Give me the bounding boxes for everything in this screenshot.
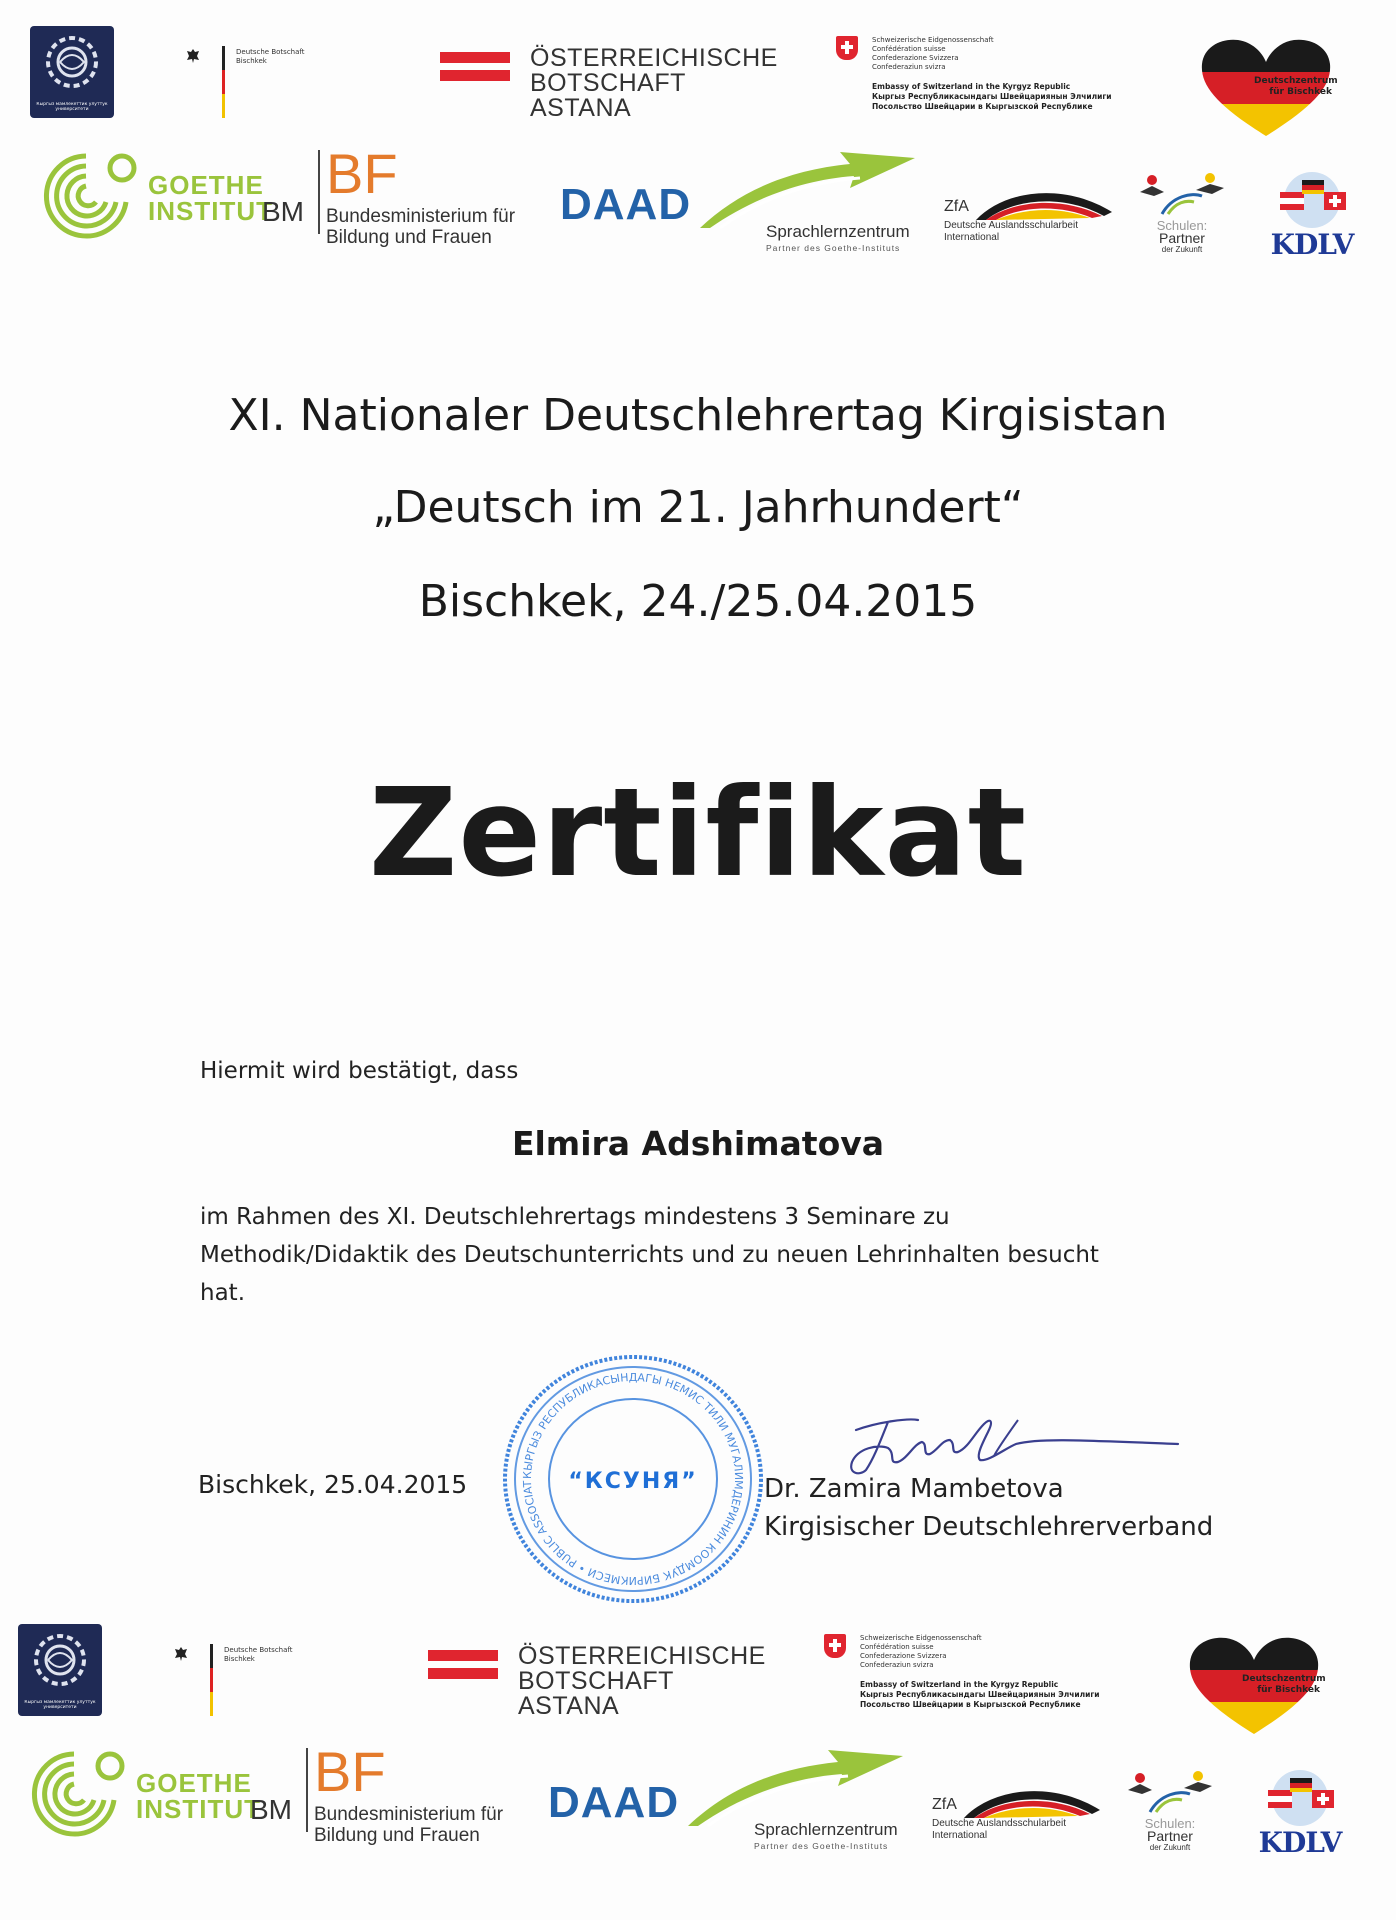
pasch-text: Schulen: Partner der Zukunft [1156, 218, 1208, 254]
deutschzentrum-text-bottom: Deutschzentrum für Bischkek [1242, 1674, 1326, 1695]
kdlv-logo-bottom [1250, 1764, 1350, 1860]
bmbf-bm: BM [262, 196, 304, 227]
eagle-icon [174, 1646, 188, 1662]
deutschzentrum-text: Deutschzentrum für Bischkek [1254, 76, 1338, 97]
recipient-name: Elmira Adshimatova [511, 1124, 885, 1163]
pasch-logo [1132, 166, 1232, 254]
goethe-logo [30, 146, 140, 246]
university-caption: Кыргыз мамлекеттик улуттук университети [36, 102, 108, 112]
body-line-2: Methodik/Didaktik des Deutschunterrichts und zu neuen Lehrinhalten besucht [200, 1242, 1099, 1268]
austria-line-2: BOTSCHAFT [530, 69, 686, 97]
goethe-line-1: GOETHE [148, 170, 264, 200]
sprachlernzentrum-name: Sprachlernzentrum [766, 222, 910, 241]
swoosh-icon [700, 150, 920, 230]
german-embassy-text-bottom: Deutsche Botschaft Bischkek [224, 1646, 293, 1663]
body-line-1: im Rahmen des XI. Deutschlehrertags mindestens 3 Seminare zu [200, 1204, 950, 1230]
swiss-bold-line-2: Кыргыз Республикасындагы Швейцариянын Элчилиги [872, 92, 1112, 101]
bottom-logo-strip [0, 1598, 1384, 1858]
austrian-embassy-text-bottom: ÖSTERREICHISCHE BOTSCHAFT ASTANA [518, 1642, 766, 1720]
swiss-line-4: Confederaziun svizra [872, 63, 946, 71]
zfa-text-bottom: Deutsche Auslandsschularbeit International [932, 1818, 1066, 1841]
stamp-ring-text: КЫРГЫЗ РЕСПУБЛИКАСЫНДАГЫ НЕМИС ТИЛИ МУГАЛИМДЕРИНИН КООМДУК БИРИКМЕСИ • PUBLIC ASSOCIAT [520, 1370, 746, 1588]
swiss-embassy-text-bottom: Schweizerische Eidgenossenschaft Confédération suisse Confederazione Svizzera Confederaziun svizra Embassy of Switzerland in the Kyrgyz Republic Кыргыз Республикасындагы Швейцариянын Элчилиги Посольство Швейцарии в Кыргызской Республике [860, 1634, 1100, 1709]
sprachlernzentrum-sub: Partner des Goethe-Instituts [766, 243, 901, 253]
bmbf-divider [318, 150, 320, 234]
bmbf-bf-bottom: BF [314, 1740, 386, 1803]
confirm-intro: Hiermit wird bestätigt, dass [200, 1058, 519, 1084]
german-flag-bar-bottom [210, 1644, 213, 1716]
bmbf-line-1: Bundesministerium für [326, 206, 516, 227]
austrian-embassy-text [530, 46, 778, 121]
bmbf-line-2: Bildung und Frauen [326, 227, 492, 248]
issue-place-date: Bischkek, 25.04.2015 [198, 1470, 468, 1499]
bmbf-text-bottom: Bundesministerium für Bildung und Frauen [314, 1804, 504, 1846]
swiss-line-3: Confederazione Svizzera [872, 54, 959, 62]
bmbf-bm-bottom: BM [250, 1794, 292, 1825]
zfa-line-1: Deutsche Auslandsschularbeit [944, 220, 1078, 231]
pasch-figures-icon [1120, 1764, 1220, 1814]
university-logo [30, 26, 114, 118]
zfa-arc-icon [962, 1780, 1102, 1820]
pasch-text-bottom: Schulen: Partner der Zukunft [1144, 1816, 1196, 1852]
signature-icon [818, 1404, 1188, 1484]
stamp-center-text: “КСУНЯ” [568, 1469, 698, 1494]
swiss-bold-line-3: Посольство Швейцарии в Кыргызской Республике [872, 102, 1093, 111]
austria-flag-icon [440, 48, 510, 88]
swiss-cross-icon [836, 36, 858, 60]
top-logo-strip [0, 0, 1396, 260]
certificate-title: Zertifikat [368, 762, 1028, 904]
goethe-swirl-icon [18, 1744, 128, 1840]
daad-logo: DAAD [560, 180, 692, 229]
deutschzentrum-logo [1198, 36, 1338, 140]
zfa-arc-icon [974, 182, 1114, 222]
swiss-line-2: Confédération suisse [872, 45, 946, 53]
kdlv-globe-icon [1262, 166, 1362, 228]
official-stamp [498, 1352, 768, 1606]
kdlv-logo [1262, 166, 1362, 262]
goethe-swirl-icon [30, 146, 140, 242]
body-line-3: hat. [200, 1280, 246, 1306]
bmbf-bf: BF [326, 142, 398, 205]
university-emblem-icon [18, 1624, 102, 1696]
goethe-text-bottom: GOETHE INSTITUT [136, 1768, 261, 1824]
stamp-icon [498, 1352, 768, 1606]
certificate-body [200, 1198, 1240, 1312]
swoosh-icon [688, 1748, 908, 1828]
bmbf-divider-bottom [306, 1748, 308, 1832]
deutschzentrum-logo-bottom [1186, 1634, 1326, 1738]
event-place-date: Bischkek, 24./25.04.2015 [418, 576, 978, 627]
event-title: XI. Nationaler Deutschlehrertag Kirgisistan [228, 390, 1168, 441]
zfa-name: ZfA [944, 198, 969, 215]
goethe-logo-bottom [18, 1744, 128, 1844]
university-logo-bottom [18, 1624, 102, 1716]
kdlv-globe-icon [1250, 1764, 1350, 1826]
sprachlernzentrum-name-bottom: Sprachlernzentrum [754, 1820, 898, 1839]
german-embassy-logo [186, 48, 200, 68]
zfa-line-2: International [944, 232, 1000, 243]
swiss-cross-icon-bottom [824, 1634, 846, 1658]
daad-logo-bottom: DAAD [548, 1778, 680, 1827]
kdlv-text: KDLV [1270, 228, 1354, 261]
signer-organization: Kirgisischer Deutschlehrerverband [764, 1512, 1214, 1542]
swiss-line-1: Schweizerische Eidgenossenschaft [872, 36, 994, 44]
goethe-text [148, 172, 273, 224]
austria-flag-icon-bottom [428, 1646, 498, 1686]
university-emblem-icon [30, 26, 114, 98]
event-motto: „Deutsch im 21. Jahrhundert“ [372, 482, 1024, 533]
eagle-icon [186, 48, 200, 64]
austria-line-3: ASTANA [530, 94, 632, 122]
pasch-figures-icon [1132, 166, 1232, 216]
swiss-embassy-text [872, 36, 1172, 112]
sprachlernzentrum-sub-bottom: Partner des Goethe-Instituts [754, 1841, 889, 1851]
kdlv-text-bottom: KDLV [1258, 1826, 1342, 1859]
german-flag-bar [222, 46, 225, 118]
signer-name: Dr. Zamira Mambetova [764, 1474, 1064, 1504]
goethe-line-2: INSTITUT [148, 196, 273, 226]
bmbf-text [326, 206, 515, 248]
german-embassy-logo-bottom [174, 1646, 188, 1666]
handwritten-signature [818, 1404, 1188, 1484]
zfa-name-bottom: ZfA [932, 1796, 957, 1813]
university-caption-bottom: Кыргыз мамлекеттик улуттук университети [24, 1700, 96, 1710]
swiss-bold-line-1: Embassy of Switzerland in the Kyrgyz Republic [872, 82, 1071, 91]
zfa-text [944, 220, 1078, 244]
german-embassy-text: Deutsche Botschaft Bischkek [236, 48, 305, 65]
pasch-logo-bottom [1120, 1764, 1220, 1852]
austria-line-1: ÖSTERREICHISCHE [530, 44, 778, 72]
